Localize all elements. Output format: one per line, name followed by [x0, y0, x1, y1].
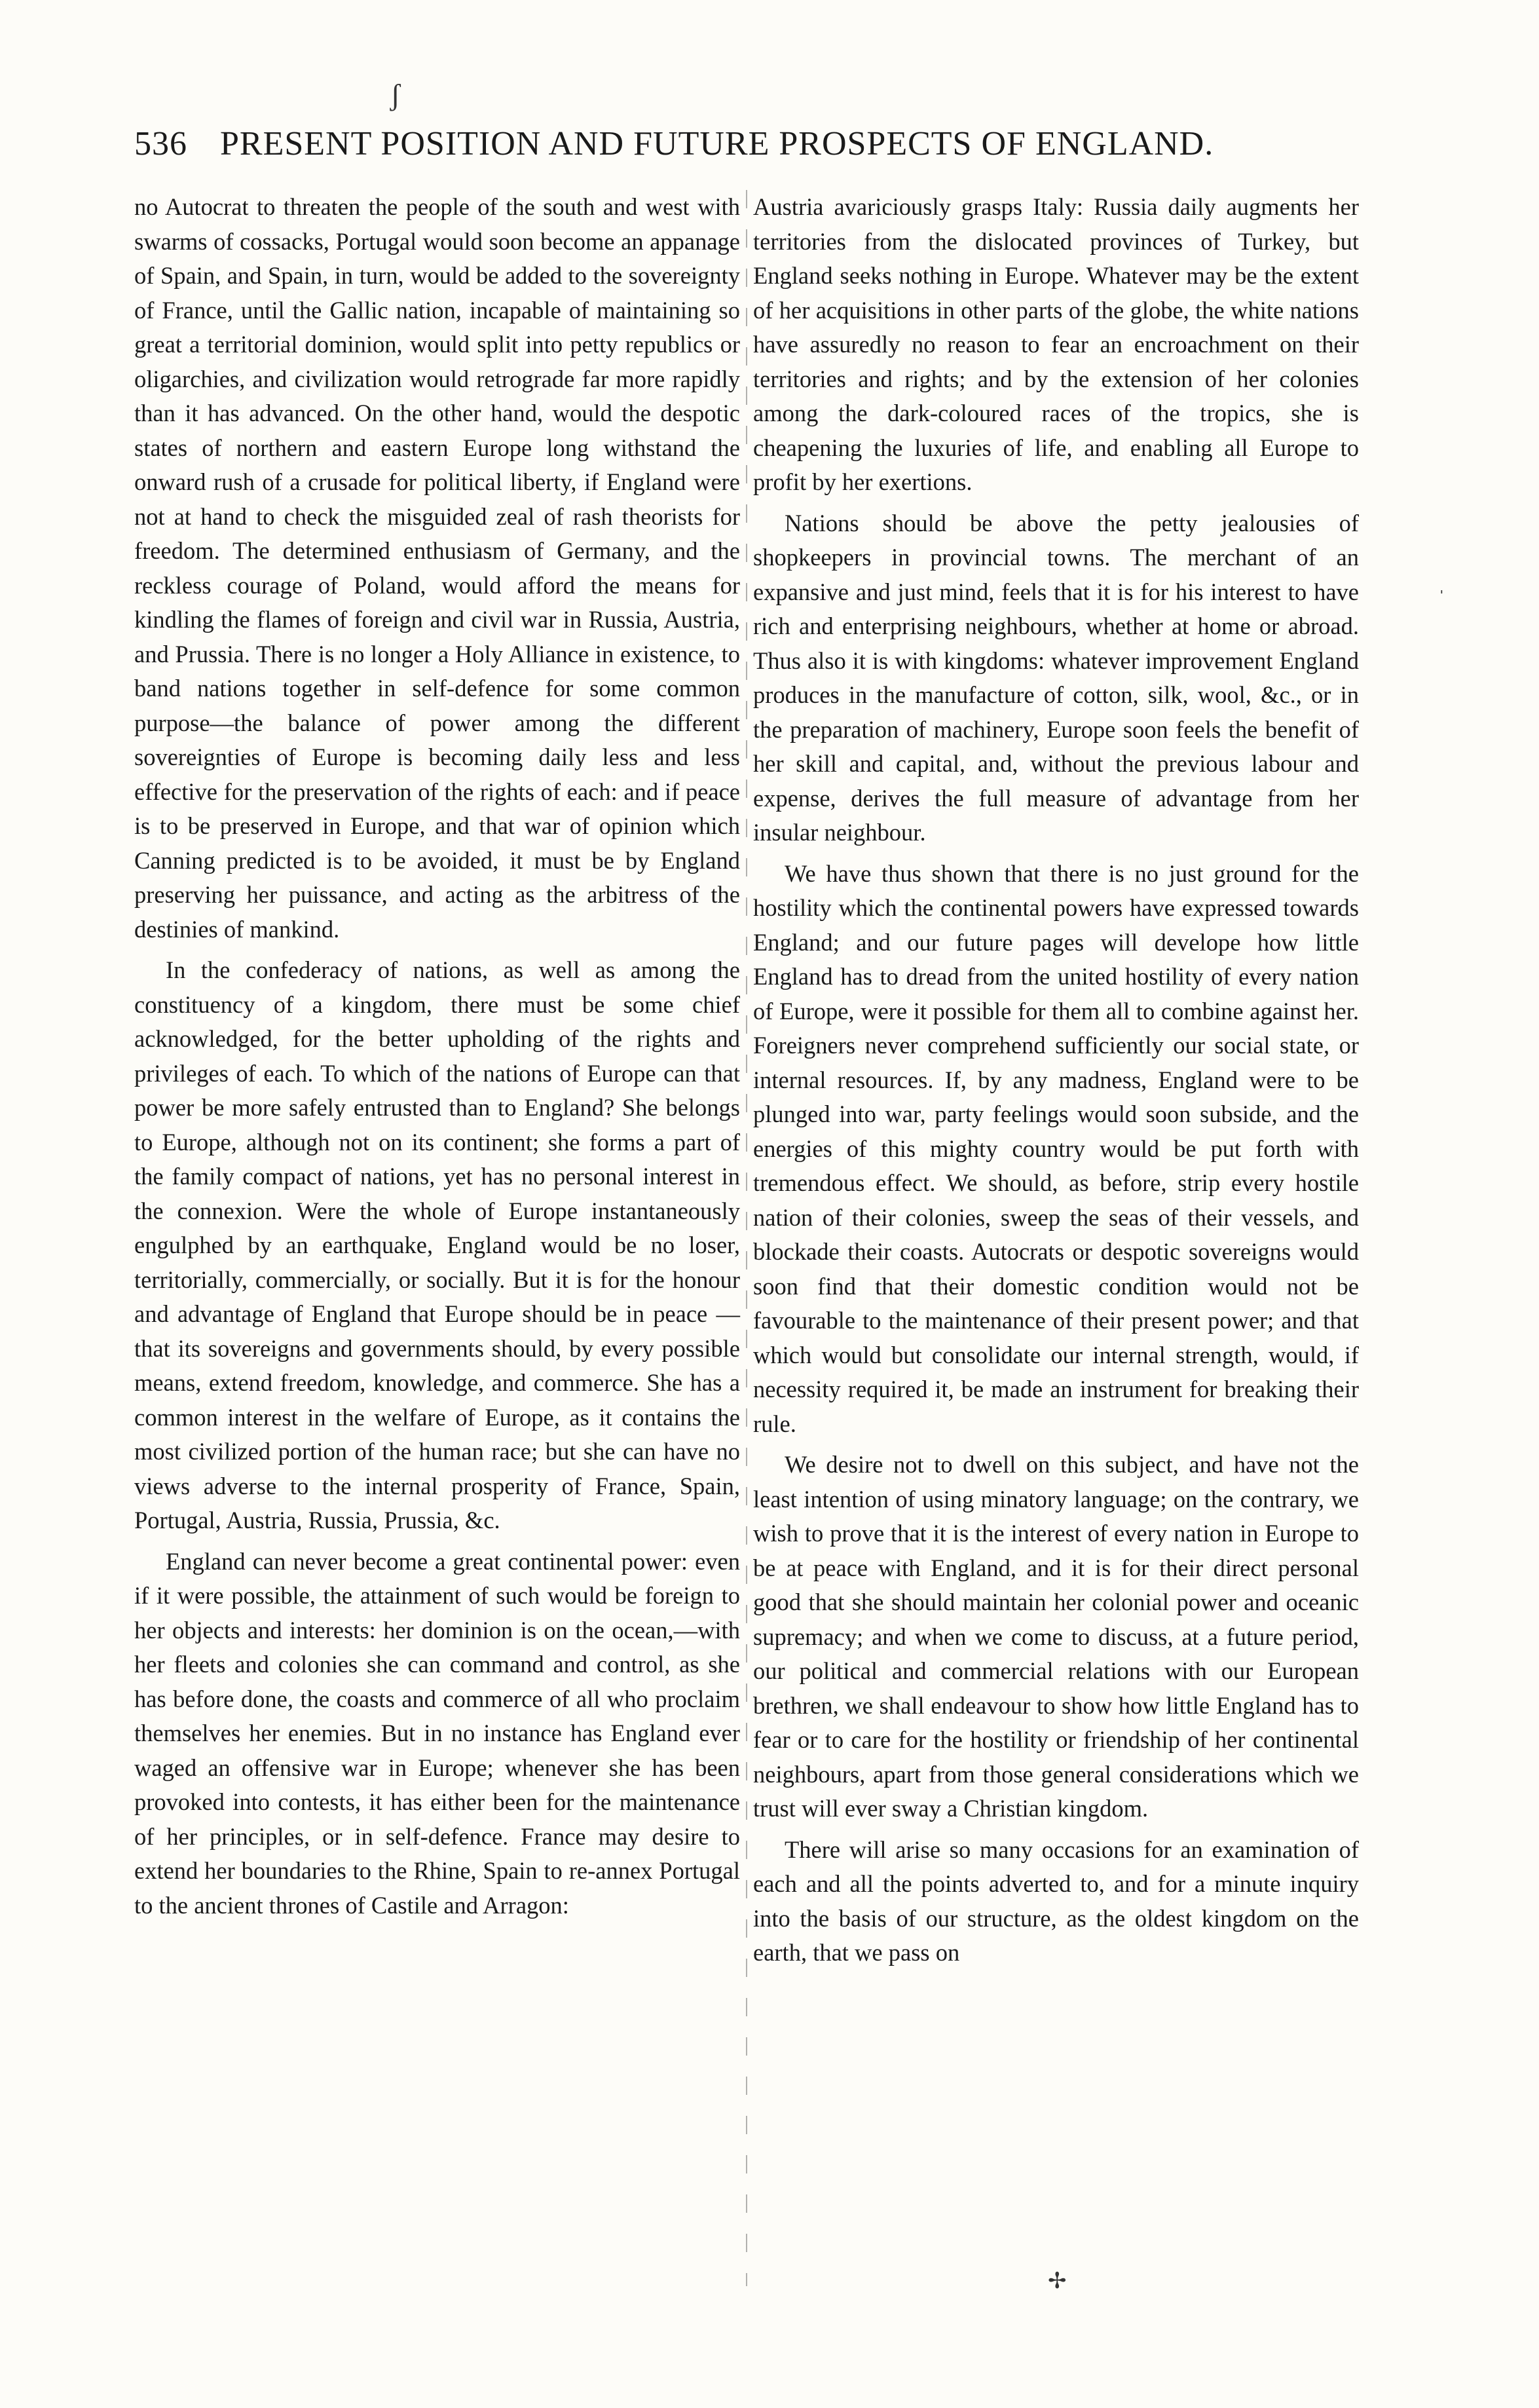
book-page: [134, 124, 1359, 2286]
ink-mark-icon: ʃ: [390, 78, 401, 111]
paragraph: Nations should be above the petty jealousies of shopkeepers in provincial towns. The merchant of an expansive and just mind, feels that it is for his interest to have rich and enterprising neighbours, whether at home or abroad. Thus also it is with kingdoms: whatever improvement England produces in the manufacture of cotton, silk, wool, &c., or in the preparation of machinery, Europe soon feels the benefit of her skill and capital, and, without the previous labour and expense, derives the full measure of advantage from her insular neighbour.: [753, 509, 1359, 846]
paragraph: We desire not to dwell on this subject, and have not the least intention of using minatory language; on the contrary, we wish to prove that it is the interest of every nation in Europe to be at peace with England, and it is for their direct personal good that she should maintain her colonial power and oceanic supremacy; and when we come to discuss, at a future period, our political and commercial relations with our European brethren, we shall endeavour to show how little England has to fear or to care for the hostility or friendship of her continental neighbours, apart from those general considerations which we trust will ever sway a Christian kingdom.: [753, 1451, 1359, 1822]
paragraph: Austria avariciously grasps Italy: Russia daily augments her territories from the dislocated provinces of Turkey, but England seeks nothing in Europe. Whatever may be the extent of her acquisitions in other parts of the globe, the white nations have assuredly no reason to fear an encroachment on their territories and rights; and by the extension of her colonies among the dark-coloured races of the tropics, she is cheapening the luxuries of life, and enabling all Europe to profit by her exertions.: [753, 193, 1359, 495]
ink-speck-icon: ˌ: [1438, 570, 1445, 593]
running-head: [134, 124, 1359, 183]
paragraph: England can never become a great continental power: even if it were possible, the attainment of such would be foreign to her objects and interests: her dominion is on the ocean,—with her fleets and colonies she can command and control, as she has before done, the coasts and commerce of all who proclaim themselves her enemies. But in no instance has England ever waged an offensive war in Europe; whenever she has been provoked into contests, it has either been for the maintenance of her principles, or in self-defence. France may desire to extend her boundaries to the Rhine, Spain to re-annex Portugal to the ancient thrones of Castile and Arragon:: [134, 1547, 740, 1919]
page-number: 536: [134, 125, 187, 162]
text-columns: [134, 190, 1359, 2286]
ink-speck-icon: ✢: [1048, 2269, 1067, 2293]
right-column: [753, 190, 1359, 2286]
paragraph: In the confederacy of nations, as well as among the constituency of a kingdom, there must be some chief acknowledged, for the better upholding of the rights and privileges of each. To which of the nations of Europe can that power be more safely entrusted than to England? She belongs to Europe, although not on its continent; she forms a part of the family compact of nations, yet has no personal interest in the connexion. Were the whole of Europe instantaneously engulphed by an earthquake, England would be no loser, territorially, commercially, or socially. But it is for the honour and advantage of England that Europe should be in peace —that its sovereigns and governments should, by every possible means, extend freedom, knowledge, and commerce. She has a common interest in the welfare of Europe, as it contains the most civilized portion of the human race; but she can have no views adverse to the internal prosperity of France, Spain, Portugal, Austria, Russia, Prussia, &c.: [134, 956, 740, 1533]
left-column: [134, 190, 740, 2286]
column-divider: [746, 190, 747, 2286]
paragraph: no Autocrat to threaten the people of the south and west with swarms of cossacks, Portugal would soon become an appanage of Spain, and Spain, in turn, would be added to the sovereignty of France, until the Gallic nation, incapable of maintaining so great a territorial dominion, would split into petty republics or oligarchies, and civilization would retrograde far more rapidly than it has advanced. On the other hand, would the despotic states of northern and eastern Europe long withstand the onward rush of a crusade for political liberty, if England were not at hand to check the misguided zeal of rash theorists for freedom. The determined enthusiasm of Germany, and the reckless courage of Poland, would afford the means for kindling the flames of foreign and civil war in Russia, Austria, and Prussia. There is no longer a Holy Alliance in existence, to band nations together in self-defence for some common purpose—the balance of power among the different sovereignties of Europe is becoming daily less and less effective for the preservation of the rights of each: and if peace is to be preserved in Europe, and that war of opinion which Canning predicted is to be avoided, it must be by England preserving her puissance, and acting as the arbitress of the destinies of mankind.: [134, 193, 740, 943]
paragraph: There will arise so many occasions for an examination of each and all the points adverted to, and for a minute inquiry into the basis of our structure, as the oldest kingdom on the earth, that we pass on: [753, 1835, 1359, 1966]
paragraph: We have thus shown that there is no just ground for the hostility which the continental powers have expressed towards England; and our future pages will develope how little England has to dread from the united hostility of every nation of Europe, were it possible for them all to combine against her. Foreigners never comprehend sufficiently our social state, or internal resources. If, by any madness, England were to be plunged into war, party feelings would soon subside, and the energies of this mighty country would be put forth with tremendous effect. We should, as before, strip every hostile nation of their colonies, sweep the seas of their vessels, and blockade their coasts. Autocrats or despotic sovereigns would soon find that their domestic condition would not be favourable to the maintenance of their present power; and that which would but consolidate our internal strength, would, if necessity required it, be made an instrument for breaking their rule.: [753, 859, 1359, 1437]
running-title: PRESENT POSITION AND FUTURE PROSPECTS OF ENGLAND.: [220, 125, 1214, 162]
